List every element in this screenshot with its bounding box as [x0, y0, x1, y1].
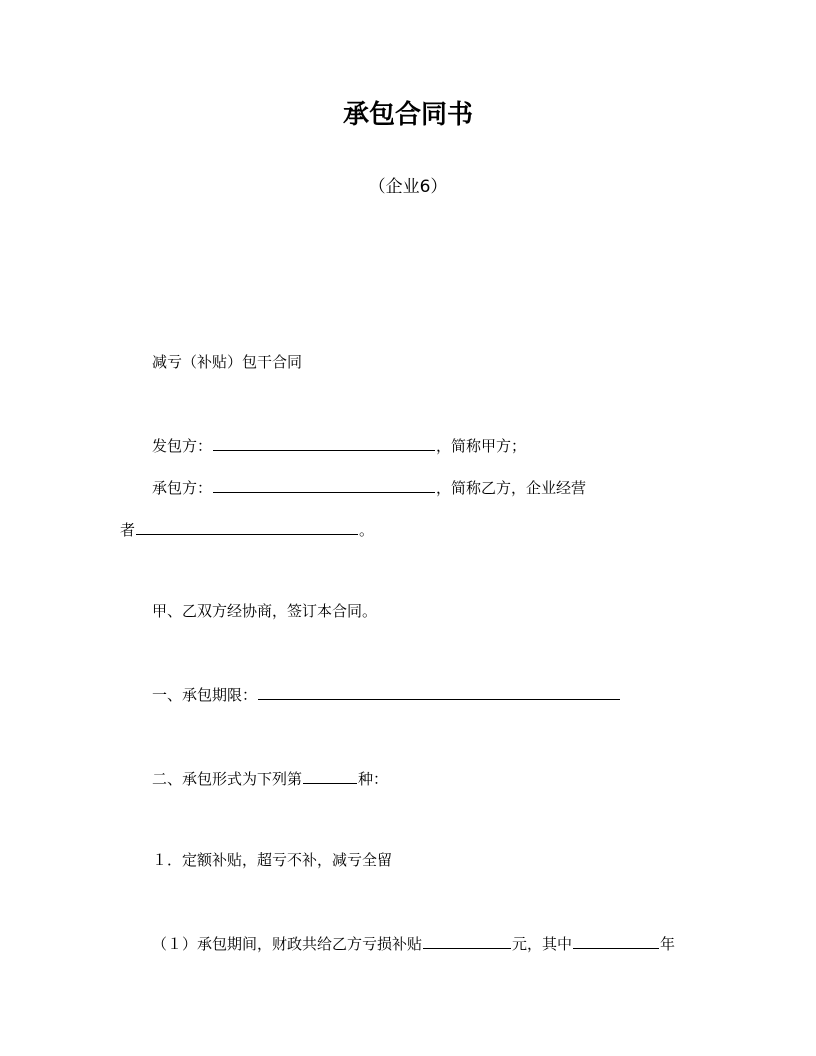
- form-prefix: 二、承包形式为下列第: [152, 770, 303, 788]
- year-blank[interactable]: [573, 933, 659, 949]
- term-blank[interactable]: [258, 684, 620, 700]
- operator-label: 者: [120, 521, 136, 539]
- form-suffix: 种：: [358, 770, 389, 788]
- item-1-1-prefix: （１）承包期间，财政共给乙方亏损补贴: [152, 935, 423, 953]
- item-1-1-line: [152, 933, 675, 954]
- party-a-line: [152, 435, 526, 456]
- party-b-suffix: ，简称乙方，企业经营: [436, 479, 587, 497]
- party-a-suffix: ，简称甲方；: [436, 437, 527, 455]
- operator-blank[interactable]: [136, 519, 358, 535]
- party-a-label: 发包方：: [152, 437, 213, 455]
- document-subtitle: （企业6）: [368, 177, 448, 197]
- party-b-label: 承包方：: [152, 479, 213, 497]
- operator-suffix: 。: [359, 521, 375, 539]
- subsidy-amount-blank[interactable]: [423, 933, 511, 949]
- item-1-1-middle: 元，其中: [512, 935, 573, 953]
- party-b-line: [152, 477, 586, 498]
- term-label: 一、承包期限：: [152, 686, 258, 704]
- form-blank[interactable]: [303, 768, 357, 784]
- agreement-line: 甲、乙双方经协商，签订本合同。: [152, 602, 378, 620]
- item-1-1-suffix: 年: [660, 935, 676, 953]
- operator-line: [120, 519, 374, 540]
- item-1: １．定额补贴，超亏不补，减亏全留: [152, 851, 393, 869]
- party-b-blank[interactable]: [213, 477, 435, 493]
- form-line: [152, 768, 388, 789]
- term-line: [152, 684, 621, 705]
- party-a-blank[interactable]: [213, 435, 435, 451]
- document-title: 承包合同书: [342, 100, 473, 130]
- section-heading: 减亏（补贴）包干合同: [152, 353, 303, 371]
